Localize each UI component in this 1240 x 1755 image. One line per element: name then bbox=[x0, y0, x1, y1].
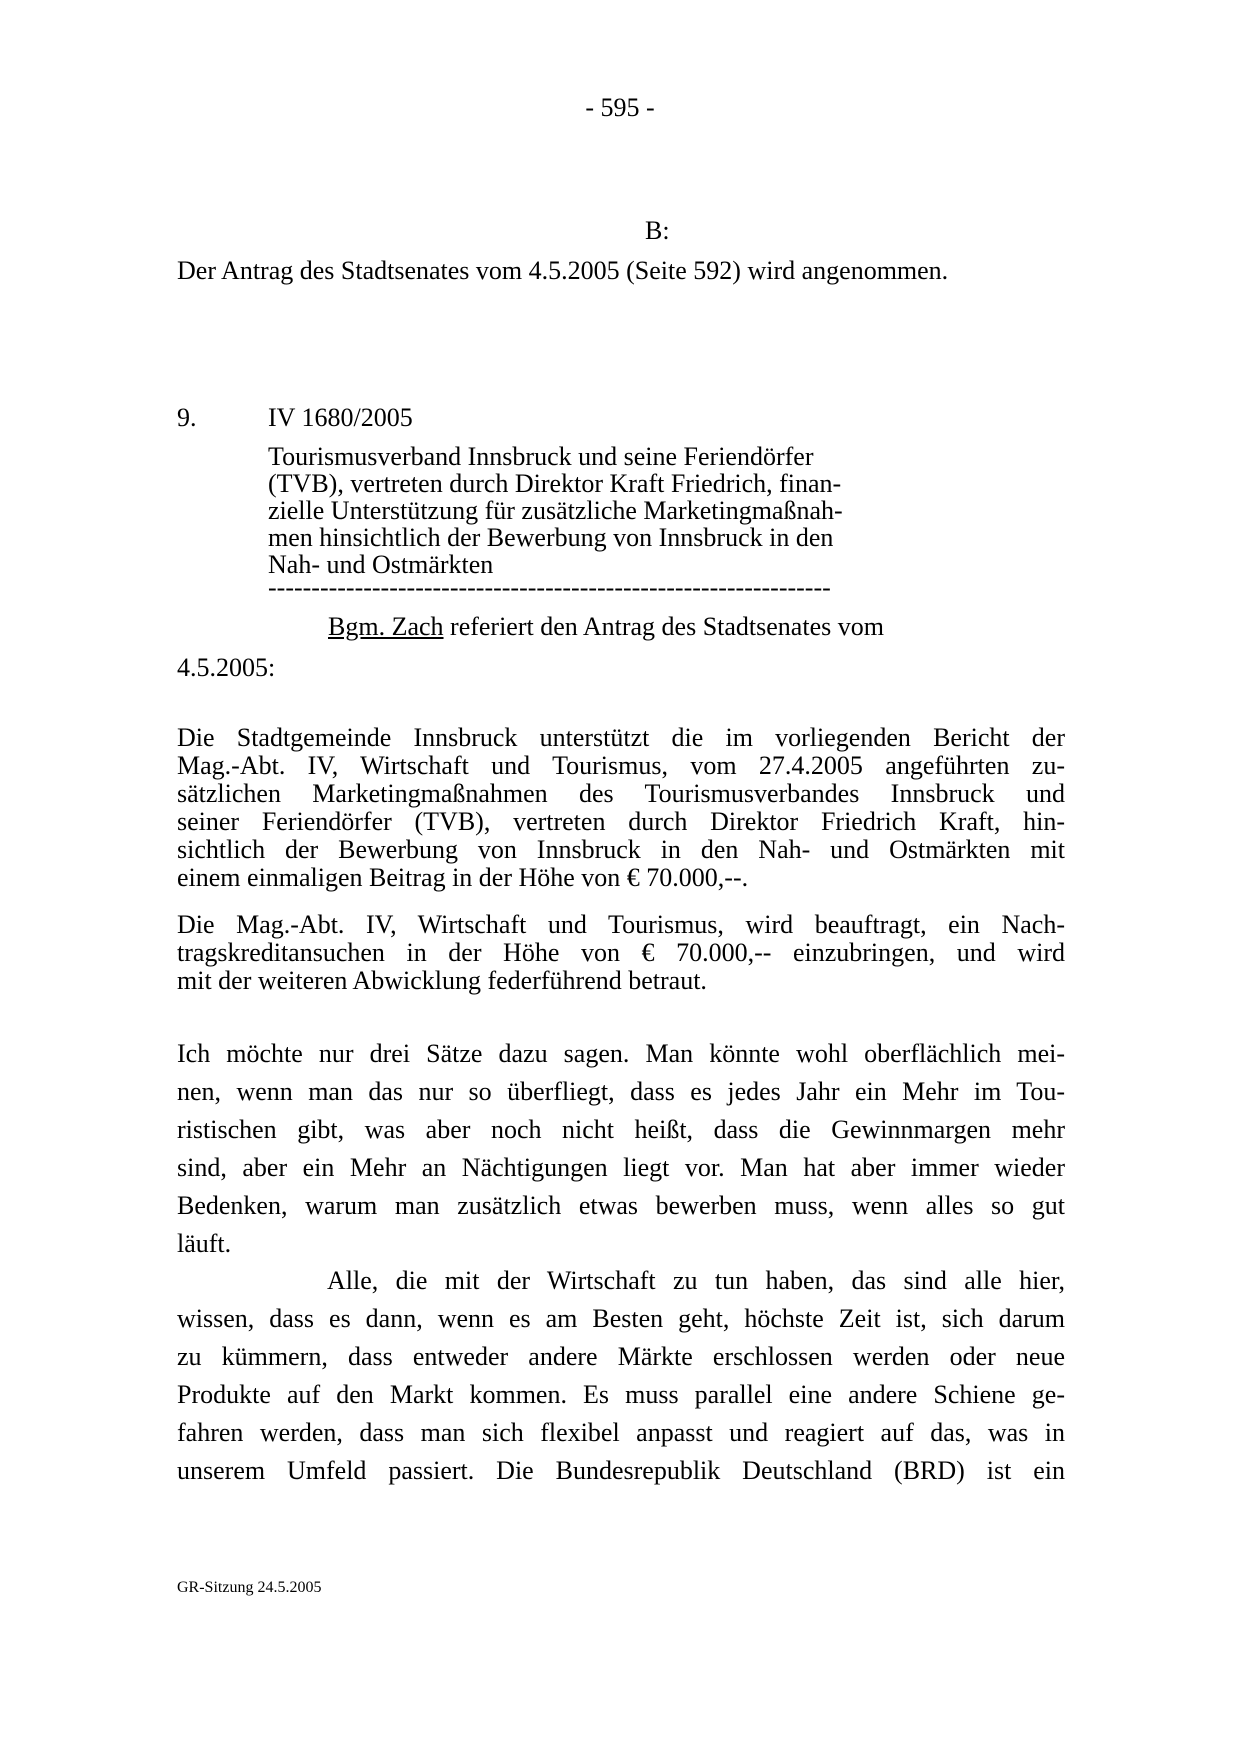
speech-line: wissen, dass es dann, wenn es am Besten geht, höchste Zeit ist, sich darum bbox=[177, 1304, 1065, 1333]
speech-paragraph-2 bbox=[177, 1262, 1065, 1490]
speaker-intro bbox=[328, 611, 884, 643]
separator-line: ----------------------------------------------------------------- bbox=[268, 578, 831, 598]
speech-line: Produkte auf den Markt kommen. Es muss parallel eine andere Schiene ge- bbox=[177, 1380, 1065, 1409]
page-number: - 595 - bbox=[585, 93, 655, 122]
footer-session: GR-Sitzung 24.5.2005 bbox=[177, 1579, 322, 1596]
speech-line: ristischen gibt, was aber noch nicht heißt, dass die Gewinnmargen mehr bbox=[177, 1115, 1065, 1144]
speech-line: Alle, die mit der Wirtschaft zu tun haben, das sind alle hier, bbox=[327, 1266, 1065, 1295]
speech-line: Bedenken, warum man zusätzlich etwas bewerben muss, wenn alles so gut bbox=[177, 1191, 1065, 1220]
agenda-item-reference: IV 1680/2005 bbox=[268, 403, 413, 432]
motion-line: Die Stadtgemeinde Innsbruck unterstützt die im vorliegenden Bericht der bbox=[177, 723, 1065, 752]
speaker-name: Bgm. Zach bbox=[328, 612, 444, 641]
agenda-item-number: 9. bbox=[177, 403, 197, 432]
section-label: B: bbox=[645, 216, 670, 245]
motion-line: Die Mag.-Abt. IV, Wirtschaft und Tourismus, wird beauftragt, ein Nach- bbox=[177, 910, 1065, 939]
speech-line: Ich möchte nur drei Sätze dazu sagen. Man könnte wohl oberflächlich mei- bbox=[177, 1039, 1065, 1068]
motion-date: 4.5.2005: bbox=[177, 653, 276, 682]
motion-line: sichtlich der Bewerbung von Innsbruck in den Nah- und Ostmärkten mit bbox=[177, 835, 1065, 864]
motion-line: einem einmaligen Beitrag in der Höhe von € 70.000,--. bbox=[177, 863, 749, 892]
speech-line: fahren werden, dass man sich flexibel anpasst und reagiert auf das, was in bbox=[177, 1418, 1065, 1447]
agenda-item-subject bbox=[268, 443, 918, 578]
motion-line: sätzlichen Marketingmaßnahmen des Tourismusverbandes Innsbruck und bbox=[177, 779, 1065, 808]
speech-line: läuft. bbox=[177, 1229, 232, 1258]
motion-line: Mag.-Abt. IV, Wirtschaft und Tourismus, vom 27.4.2005 angeführten zu- bbox=[177, 751, 1065, 780]
speech-line: zu kümmern, dass entweder andere Märkte erschlossen werden oder neue bbox=[177, 1342, 1065, 1371]
speech-line: nen, wenn man das nur so überfliegt, dass es jedes Jahr ein Mehr im Tou- bbox=[177, 1077, 1065, 1106]
speech-paragraph-1 bbox=[177, 1035, 1065, 1263]
subject-line: zielle Unterstützung für zusätzliche Marketingmaßnah- bbox=[268, 496, 843, 525]
subject-line: Tourismusverband Innsbruck und seine Feriendörfer bbox=[268, 442, 814, 471]
subject-line: men hinsichtlich der Bewerbung von Innsbruck in den bbox=[268, 523, 834, 552]
subject-line: (TVB), vertreten durch Direktor Kraft Friedrich, finan- bbox=[268, 469, 842, 498]
speech-line: sind, aber ein Mehr an Nächtigungen liegt vor. Man hat aber immer wieder bbox=[177, 1153, 1065, 1182]
speaker-intro-text: referiert den Antrag des Stadtsenates vom bbox=[443, 612, 884, 641]
motion-line: seiner Feriendörfer (TVB), vertreten durch Direktor Friedrich Kraft, hin- bbox=[177, 807, 1065, 836]
subject-line: Nah- und Ostmärkten bbox=[268, 550, 494, 579]
motion-line: mit der weiteren Abwicklung federführend betraut. bbox=[177, 966, 707, 995]
motion-line: tragskreditansuchen in der Höhe von € 70.000,-- einzubringen, und wird bbox=[177, 938, 1065, 967]
motion-paragraph-1 bbox=[177, 724, 1065, 892]
motion-paragraph-2 bbox=[177, 911, 1065, 995]
resolution-text: Der Antrag des Stadtsenates vom 4.5.2005 (Seite 592) wird angenommen. bbox=[177, 256, 949, 285]
speech-line: unserem Umfeld passiert. Die Bundesrepublik Deutschland (BRD) ist ein bbox=[177, 1456, 1065, 1485]
